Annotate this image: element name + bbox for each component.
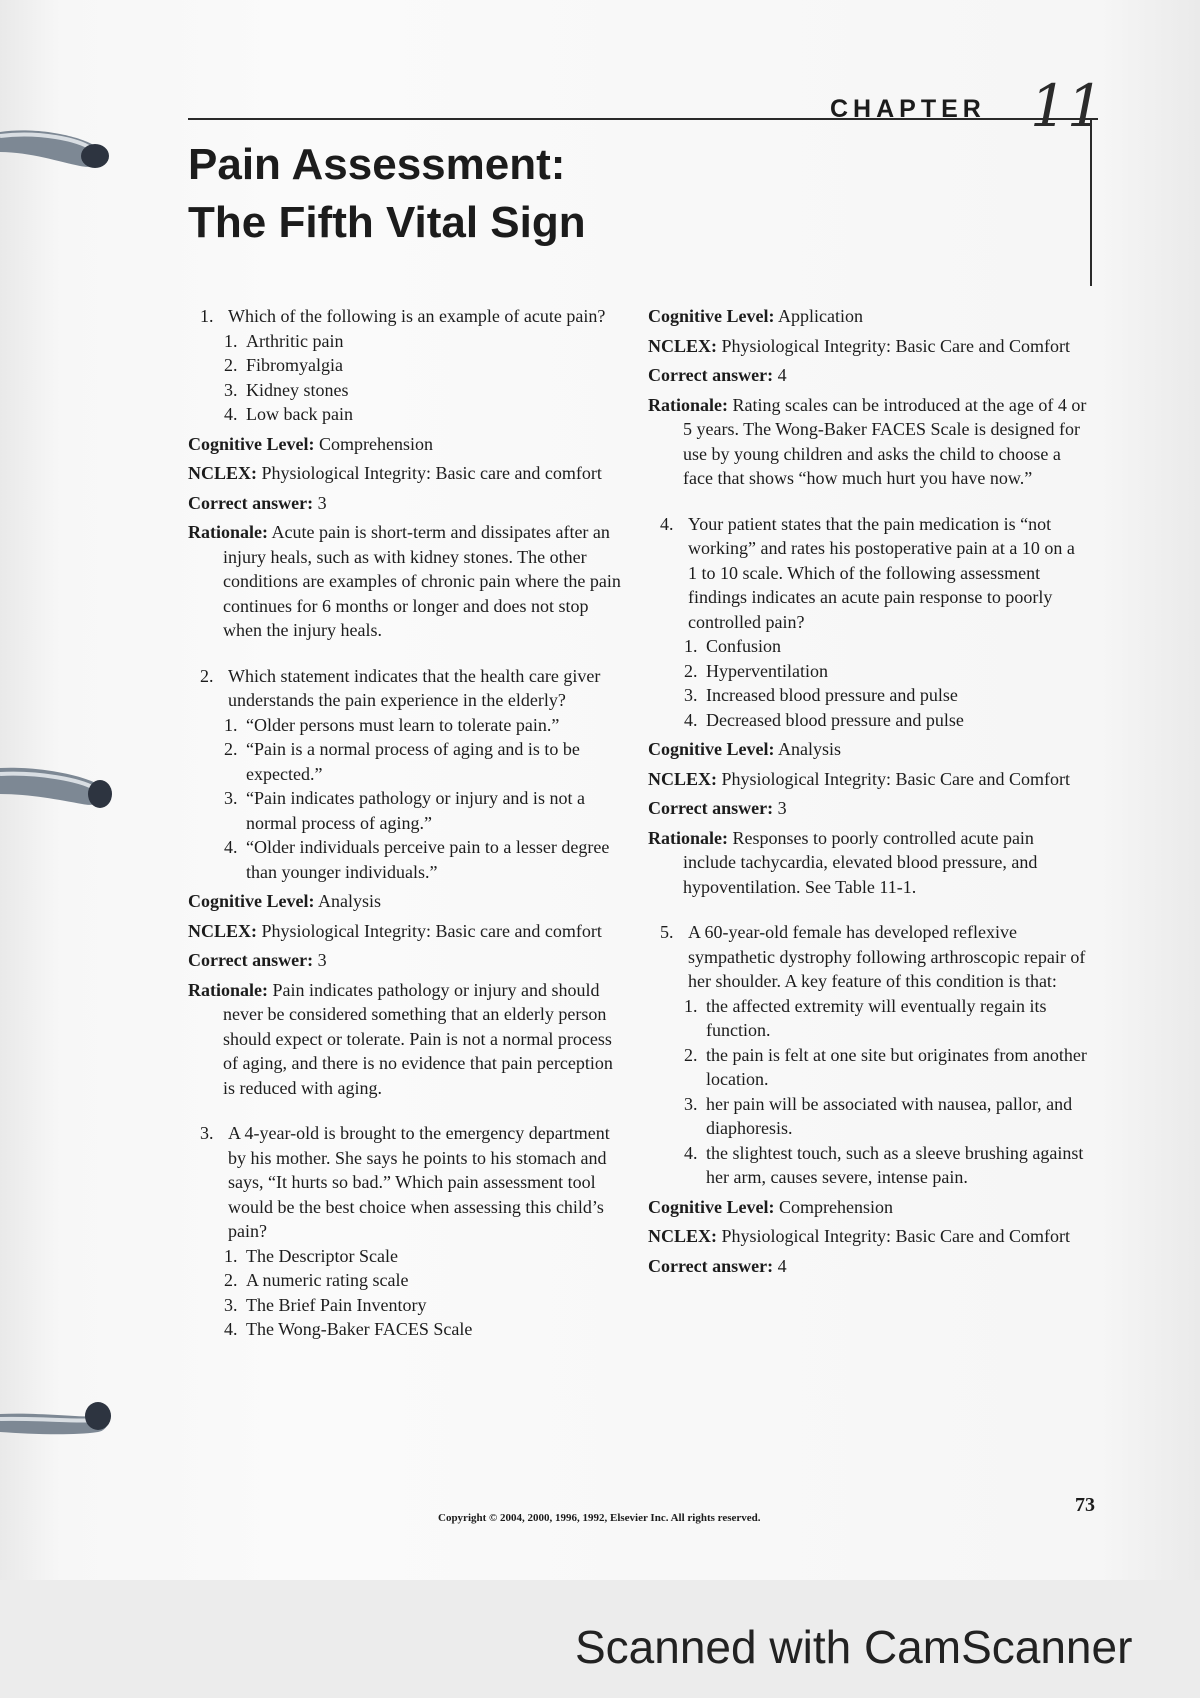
cognitive-level [188,432,628,457]
nclex-label: NCLEX: [648,768,718,789]
answer-option [684,683,1088,708]
question-stem: Your patient states that the pain medication is “not working” and rates his postoperative pain at a 10 on a 1 to 10 scale. Which of the following assessment findings indicates an acute pain response to poorly controlled pain? [688,513,1075,632]
correct-value: 3 [317,950,327,970]
chapter-title [188,136,586,252]
nclex-value: Physiological Integrity: Basic care and comfort [261,463,602,483]
option-text: “Pain is a normal process of aging and is to be expected.” [246,739,580,784]
option-number: 3. [684,1093,698,1114]
cognitive-value: Comprehension [778,1196,893,1217]
binder-ring-top-icon [0,118,120,188]
answer-options [648,994,1088,1190]
cognitive-label: Cognitive Level: [648,306,775,326]
cognitive-level [188,889,628,914]
option-text: Hyperventilation [706,660,828,681]
question-number: 1. [200,306,214,326]
left-column [188,304,628,1345]
answer-options [188,713,628,885]
rationale-text: Pain indicates pathology or injury and should never be considered something that an elderly person should expect or tolerate. Pain is not a normal process of aging, and there is no evidence that pain perception is reduced with aging. [223,979,613,1098]
correct-answer [188,491,628,516]
option-text: The Wong-Baker FACES Scale [246,1319,473,1339]
nclex-label: NCLEX: [188,920,258,941]
correct-answer [648,1254,1088,1279]
question-stem: A 4-year-old is brought to the emergency department by his mother. She says he points to his stomach and says, “It hurts so bad.” Which pain assessment tool would be the best choice when assessing this child’s pain? [228,1123,610,1241]
option-number: 4. [684,1142,698,1163]
answer-option [684,994,1088,1043]
nclex-category [648,1224,1088,1249]
rationale-label: Rationale: [648,827,728,848]
chapter-title-line-1: Pain Assessment: [188,140,566,189]
option-text: Decreased blood pressure and pulse [706,709,964,730]
nclex-label: NCLEX: [188,463,258,483]
cognitive-value: Analysis [318,891,381,911]
option-number: 3. [224,788,238,808]
option-text: Kidney stones [246,379,349,400]
option-number: 4. [224,837,238,857]
answer-option [684,634,1088,659]
question-number: 3. [200,1123,214,1143]
cognitive-level [648,304,1088,329]
correct-label: Correct answer: [188,492,314,513]
correct-label: Correct answer: [188,950,314,970]
option-number: 2. [684,660,698,681]
question-stem: Which statement indicates that the health care giver understands the pain experience in the elderly? [228,665,601,710]
correct-answer [648,363,1088,388]
cognitive-level [648,1195,1088,1220]
question-stem: A 60-year-old female has developed reflexive sympathetic dystrophy following arthroscopic repair of her shoulder. A key feature of this condition is that: [688,922,1086,991]
option-number: 2. [224,739,238,759]
question-number: 5. [660,922,674,942]
correct-answer [648,796,1088,821]
rationale [648,826,1088,900]
answer-option [684,659,1088,684]
option-text: The Descriptor Scale [246,1245,398,1266]
cognitive-label: Cognitive Level: [648,1196,775,1217]
option-text: Arthritic pain [246,330,344,351]
question-2 [188,664,628,1101]
question-stem: Which of the following is an example of acute pain? [228,306,606,326]
rationale-label: Rationale: [648,394,728,415]
option-number: 1. [224,1245,238,1266]
answer-option [684,708,1088,733]
answer-option [684,1092,1088,1141]
option-number: 1. [224,714,238,735]
copyright-notice: Copyright © 2004, 2000, 1996, 1992, Elsevier Inc. All rights reserved. [438,1512,761,1524]
nclex-value: Physiological Integrity: Basic Care and Comfort [721,1226,1070,1246]
option-text: the slightest touch, such as a sleeve brushing against her arm, causes severe, intense pain. [706,1142,1084,1187]
question-4 [648,512,1088,900]
correct-label: Correct answer: [648,1255,774,1276]
cognitive-label: Cognitive Level: [648,739,775,759]
nclex-value: Physiological Integrity: Basic Care and Comfort [721,768,1070,789]
correct-value: 4 [777,1255,787,1276]
correct-answer [188,948,628,973]
nclex-label: NCLEX: [648,1226,718,1246]
question-3-answer [648,304,1088,491]
option-text: “Older individuals perceive pain to a lesser degree than younger individuals.” [246,837,610,882]
nclex-category [648,767,1088,792]
option-text: Fibromyalgia [246,355,343,375]
answer-option [224,1244,628,1269]
option-number: 2. [224,355,238,375]
chapter-label: CHAPTER [830,95,986,123]
answer-option [684,1141,1088,1190]
answer-option [224,786,628,835]
chapter-number-handwritten: 11 [1030,72,1104,140]
chapter-title-line-2: The Fifth Vital Sign [188,198,586,247]
answer-option [684,1043,1088,1092]
answer-option [224,353,628,378]
binder-ring-bottom-icon [0,1392,120,1462]
nclex-category [188,461,628,486]
option-text: The Brief Pain Inventory [246,1294,427,1315]
rationale-text: Acute pain is short-term and dissipates after an injury heals, such as with kidney stones. The other conditions are examples of chronic pain where the pain continues for 6 months or longer and does not stop when the injury heals. [223,522,621,640]
cognitive-label: Cognitive Level: [188,891,315,911]
nclex-value: Physiological Integrity: Basic Care and Comfort [721,335,1070,356]
nclex-category [188,919,628,944]
answer-option [224,1293,628,1318]
nclex-label: NCLEX: [648,335,718,356]
answer-option [224,329,628,354]
nclex-value: Physiological Integrity: Basic care and comfort [261,920,602,941]
correct-label: Correct answer: [648,798,774,818]
answer-option [224,835,628,884]
rationale-text: Rating scales can be introduced at the age of 4 or 5 years. The Wong-Baker FACES Scale is designed for use by young children and asks the child to choose a face that shows “how much hurt you have now.” [683,394,1087,488]
option-number: 4. [224,404,238,424]
answer-options [188,329,628,427]
correct-value: 3 [317,492,327,513]
rationale [188,978,628,1101]
option-number: 1. [224,330,238,351]
cognitive-level [648,737,1088,762]
answer-option [224,1268,628,1293]
option-text: Increased blood pressure and pulse [706,685,958,705]
option-number: 2. [684,1044,698,1065]
rationale [648,393,1088,491]
option-number: 4. [684,709,698,730]
correct-value: 4 [777,365,787,385]
option-text: “Older persons must learn to tolerate pain.” [246,714,560,735]
rationale-text: Responses to poorly controlled acute pain include tachycardia, elevated blood pressure, and hypoventilation. See Table 11-1. [683,827,1038,897]
option-number: 3. [684,685,698,705]
answer-option [224,1317,628,1342]
answer-option [224,402,628,427]
option-number: 3. [224,379,238,400]
option-text: the pain is felt at one site but originates from another location. [706,1044,1087,1089]
right-column [648,304,1088,1281]
question-5 [648,920,1088,1278]
question-3 [188,1121,628,1342]
option-text: her pain will be associated with nausea, pallor, and diaphoresis. [706,1093,1073,1138]
scanner-watermark: Scanned with CamScanner [575,1621,1133,1673]
nclex-category [648,334,1088,359]
cognitive-value: Comprehension [318,433,433,454]
rationale-label: Rationale: [188,979,268,1000]
binder-ring-middle-icon [0,758,120,828]
question-1 [188,304,628,643]
correct-label: Correct answer: [648,365,774,385]
option-text: A numeric rating scale [246,1270,409,1290]
cognitive-label: Cognitive Level: [188,433,315,454]
option-text: Confusion [706,636,782,656]
rationale-label: Rationale: [188,522,268,542]
answer-options [188,1244,628,1342]
answer-options [648,634,1088,732]
answer-option [224,713,628,738]
question-number: 2. [200,665,214,686]
option-number: 3. [224,1294,238,1315]
cognitive-value: Analysis [778,739,841,759]
cognitive-value: Application [778,306,863,326]
chapter-header-vertical-rule [1090,118,1092,286]
option-text: the affected extremity will eventually regain its function. [706,995,1047,1040]
answer-option [224,378,628,403]
option-number: 2. [224,1270,238,1290]
option-number: 4. [224,1319,238,1339]
correct-value: 3 [777,798,787,818]
question-number: 4. [660,513,674,534]
rationale [188,520,628,643]
answer-option [224,737,628,786]
page-number: 73 [1075,1494,1095,1516]
option-number: 1. [684,995,698,1016]
option-text: Low back pain [246,404,353,424]
option-number: 1. [684,636,698,656]
option-text: “Pain indicates pathology or injury and is not a normal process of aging.” [246,788,585,833]
